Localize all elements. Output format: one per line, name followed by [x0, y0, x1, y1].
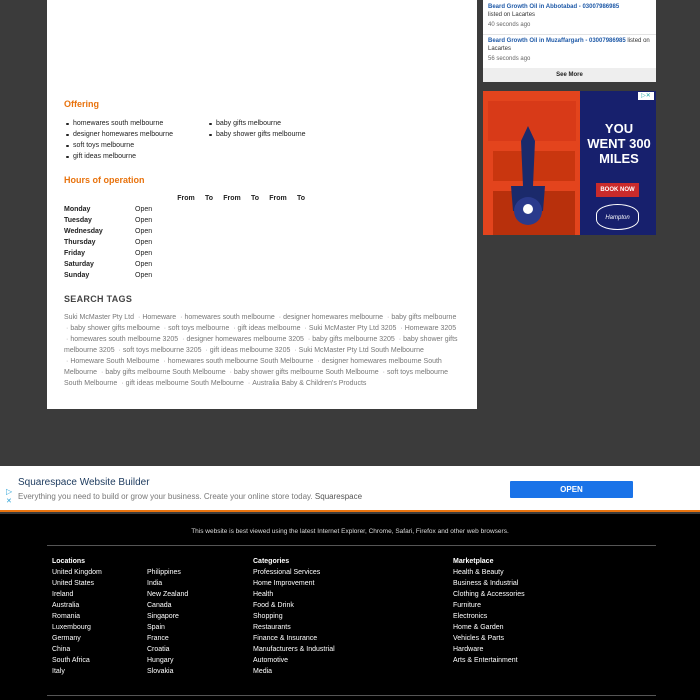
tag-separator: · [66, 358, 69, 365]
locations-column-2 [147, 556, 188, 677]
search-tag-link[interactable]: Australia Baby & Children's Products [252, 380, 367, 387]
search-tags-title: SEARCH TAGS [64, 294, 133, 304]
banner-ad-advertiser: Squarespace [314, 492, 363, 501]
footer-location-link[interactable]: Singapore [147, 613, 179, 620]
footer-marketplace-link[interactable]: Vehicles & Parts [453, 635, 504, 642]
footer-category-link[interactable]: Professional Services [253, 569, 321, 576]
footer-location-link[interactable]: France [147, 635, 169, 642]
search-tag-link[interactable]: baby gifts melbourne [391, 314, 457, 321]
search-tag-link[interactable]: soft toys melbourne 3205 [122, 347, 202, 354]
footer-category-link[interactable]: Media [253, 668, 273, 675]
footer-category-link[interactable]: Finance & Insurance [253, 635, 318, 642]
close-ad-icon[interactable]: ✕ [6, 498, 12, 505]
hours-header: To [250, 195, 260, 202]
offering-item: homewares south melbourne [64, 118, 207, 129]
footer [0, 514, 700, 700]
hours-row: Saturday Open [64, 261, 153, 268]
listing-link[interactable]: Beard Growth Oil in Abbotabad - 03007986985 [488, 4, 620, 10]
tag-separator: · [233, 325, 236, 332]
listing-link[interactable]: Beard Growth Oil in Muzaffargarh - 03007986985 [488, 38, 626, 44]
tag-separator: · [398, 336, 402, 343]
footer-marketplace-link[interactable]: Hardware [453, 646, 484, 653]
search-tag-link[interactable]: homewares south melbourne South Melbourne [167, 358, 314, 365]
search-tag-link[interactable]: designer homewares melbourne South Melbourne [64, 358, 442, 376]
recent-listings-panel [483, 0, 656, 82]
tag-separator: · [278, 314, 282, 321]
tag-separator: · [229, 369, 232, 376]
footer-location-link[interactable]: South Africa [52, 657, 90, 664]
tag-separator: · [382, 369, 385, 376]
footer-marketplace-link[interactable]: Health & Beauty [453, 569, 504, 576]
footer-location-link[interactable]: Spain [147, 624, 165, 631]
footer-location-link[interactable]: China [52, 646, 71, 653]
listing-time: 40 seconds ago [488, 22, 531, 28]
hours-row: Wednesday Open [64, 228, 153, 235]
tag-separator: · [66, 336, 69, 343]
hours-header: From [269, 195, 287, 202]
tag-separator: · [400, 325, 403, 332]
footer-location-link[interactable]: Canada [147, 602, 172, 609]
hours-row: Thursday Open [64, 239, 153, 246]
footer-location-link[interactable]: Ireland [52, 591, 74, 598]
marketplace-column [453, 556, 525, 666]
search-tag-link[interactable]: Homeware [142, 314, 177, 321]
footer-marketplace-link[interactable]: Home & Garden [453, 624, 504, 631]
footer-marketplace-link[interactable]: Business & Industrial [453, 580, 519, 587]
footer-location-link[interactable]: Romania [52, 613, 81, 620]
listing-time: 56 seconds ago [488, 56, 531, 62]
divider [47, 545, 656, 546]
footer-category-link[interactable]: Manufacturers & Industrial [253, 646, 335, 653]
tag-separator: · [180, 314, 183, 321]
marketplace-title: Marketplace [453, 558, 494, 565]
tag-separator: · [66, 325, 69, 332]
footer-location-link[interactable]: Hungary [147, 657, 174, 664]
footer-location-link[interactable]: India [147, 580, 163, 587]
footer-category-link[interactable]: Shopping [253, 613, 283, 620]
footer-category-link[interactable]: Automotive [253, 657, 289, 664]
open-button[interactable]: OPEN [510, 481, 633, 498]
banner-ad-title[interactable]: Squarespace Website Builder [18, 477, 150, 488]
adchoices-icon[interactable]: ▷ [6, 487, 13, 496]
footer-location-link[interactable]: Philippines [147, 569, 181, 576]
ad-headline: YOU WENT 300 MILES [587, 121, 651, 166]
offering-title: Offering [64, 99, 99, 109]
tag-separator: · [304, 325, 307, 332]
banner-ad-description: Everything you need to build or grow your business. Create your online store today. Squarespace [18, 492, 363, 501]
hours-header: To [296, 195, 306, 202]
footer-location-link[interactable]: Germany [52, 635, 81, 642]
search-tag-link[interactable]: baby shower gifts melbourne [70, 325, 160, 332]
search-tag-link[interactable]: baby gifts melbourne South Melbourne [105, 369, 226, 376]
search-tag-link[interactable]: designer homewares melbourne [283, 314, 384, 321]
footer-location-link[interactable]: Australia [52, 602, 80, 609]
footer-location-link[interactable]: United Kingdom [52, 569, 102, 576]
offering-item: baby shower gifts melbourne [207, 129, 357, 140]
listing-suffix: listed on Lacartes [488, 12, 536, 18]
footer-marketplace-link[interactable]: Arts & Entertainment [453, 657, 518, 664]
hampton-logo: Hampton [596, 204, 639, 230]
listing-suffix: listed on Lacartes [488, 38, 650, 52]
search-tag-link[interactable]: gift ideas melbourne South Melbourne [125, 380, 244, 387]
tag-separator: · [163, 325, 167, 332]
tag-separator: · [294, 347, 297, 354]
tag-separator: · [307, 336, 311, 343]
main-content-panel [47, 0, 477, 409]
divider [47, 695, 656, 696]
offering-item: baby gifts melbourne [207, 118, 357, 129]
footer-category-link[interactable]: Restaurants [253, 624, 291, 631]
listing-item [488, 37, 653, 53]
locations-column [52, 556, 102, 677]
locations-title: Locations [52, 558, 86, 565]
tag-separator: · [317, 358, 320, 365]
search-tags [64, 312, 462, 389]
offering-list [64, 118, 364, 162]
browser-note: This website is best viewed using the latest Internet Explorer, Chrome, Safari, Firefox and other web browsers. [191, 528, 509, 535]
categories-column [253, 556, 335, 677]
search-tag-link[interactable]: gift ideas melbourne 3205 [209, 347, 291, 354]
search-tag-link[interactable]: homewares south melbourne 3205 [70, 336, 179, 343]
footer-marketplace-link[interactable]: Electronics [453, 613, 488, 620]
squarespace-banner-ad[interactable] [0, 466, 700, 512]
tag-separator: · [247, 380, 251, 387]
search-tag-link[interactable]: Homeware South Melbourne [70, 358, 160, 365]
footer-marketplace-link[interactable]: Furniture [453, 602, 482, 609]
search-tag-link[interactable]: baby shower gifts melbourne 3205 [64, 336, 458, 354]
book-now-button[interactable]: BOOK NOW [596, 183, 639, 197]
offering-item: soft toys melbourne [64, 140, 207, 151]
offering-item: designer homewares melbourne [64, 129, 207, 140]
search-tag-link[interactable]: Suki McMaster Pty Ltd South Melbourne [298, 347, 424, 354]
search-tag-link[interactable]: Suki McMaster Pty Ltd 3205 [308, 325, 397, 332]
footer-location-link[interactable]: United States [52, 580, 95, 587]
hours-row: Tuesday Open [64, 217, 153, 224]
tag-separator: · [205, 347, 208, 354]
footer-location-link[interactable]: Croatia [147, 646, 170, 653]
footer-location-link[interactable]: New Zealand [147, 591, 189, 598]
hours-header: From [223, 195, 241, 202]
hours-table [64, 193, 311, 281]
categories-title: Categories [253, 558, 290, 565]
footer-category-link[interactable]: Home Improvement [253, 580, 315, 587]
tag-separator: · [163, 358, 166, 365]
search-tag-link[interactable]: Suki McMaster Pty Ltd [64, 314, 135, 321]
tag-separator: · [137, 314, 141, 321]
see-more-button[interactable]: See More [483, 68, 656, 82]
search-tag-link[interactable]: Homeware 3205 [404, 325, 457, 332]
footer-marketplace-link[interactable]: Clothing & Accessories [453, 591, 525, 598]
footer-category-link[interactable]: Health [253, 591, 274, 598]
listing-item [488, 3, 653, 19]
search-tag-link[interactable]: soft toys melbourne South Melbourne [64, 369, 449, 387]
footer-location-link[interactable]: Italy [52, 668, 65, 675]
hours-header: To [204, 195, 214, 202]
search-tag-link[interactable]: designer homewares melbourne 3205 [186, 336, 304, 343]
foam-finger-image [483, 91, 580, 235]
adchoices-icon[interactable]: ▷✕ [638, 92, 654, 100]
hours-row: Monday Open [64, 206, 153, 213]
hours-row: Friday Open [64, 250, 153, 257]
search-tag-link[interactable]: baby shower gifts melbourne South Melbourne [233, 369, 379, 376]
tag-separator: · [101, 369, 104, 376]
footer-category-link[interactable]: Food & Drink [253, 602, 294, 609]
hours-header: From [177, 195, 195, 202]
hours-row: Sunday Open [64, 272, 153, 279]
search-tag-link[interactable]: homewares south melbourne [184, 314, 275, 321]
footer-location-link[interactable]: Luxembourg [52, 624, 91, 631]
hours-title: Hours of operation [64, 175, 145, 185]
tag-separator: · [182, 336, 185, 343]
hampton-ad[interactable] [483, 91, 656, 235]
search-tag-link[interactable]: baby gifts melbourne 3205 [312, 336, 395, 343]
tag-separator: · [387, 314, 390, 321]
search-tag-link[interactable]: soft toys melbourne [168, 325, 230, 332]
tag-separator: · [121, 380, 124, 387]
tag-separator: · [118, 347, 121, 354]
search-tag-link[interactable]: gift ideas melbourne [237, 325, 301, 332]
offering-item: gift ideas melbourne [64, 151, 207, 162]
divider [483, 34, 656, 35]
footer-location-link[interactable]: Slovakia [147, 668, 174, 675]
